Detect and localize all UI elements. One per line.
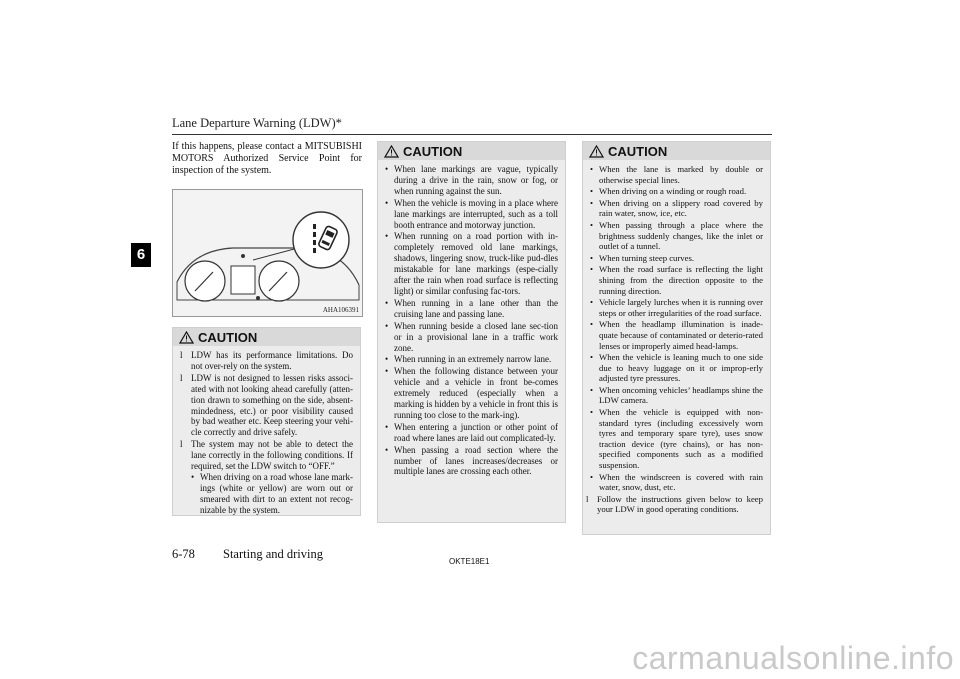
bullet-icon: • (590, 264, 594, 275)
list-item (590, 253, 763, 264)
section-name: Starting and driving (223, 547, 323, 561)
list-item (590, 472, 763, 493)
bullet-icon: l (180, 350, 183, 360)
caution-label: CAUTION (403, 143, 463, 159)
header-divider (172, 134, 772, 135)
watermark: carmanualsonline.info (632, 640, 954, 676)
bullet-icon: • (590, 252, 594, 263)
caution-body (173, 346, 360, 523)
list-item (590, 220, 763, 252)
list-item-text: When the windscreen is covered with rain water, snow, dust, etc. (599, 471, 763, 493)
list-item-text: When the following distance between your vehicle and a vehicle in front be-comes extremely reduced (especially when a marking is hidden by a vehicle in front this is running too close to the mark-ing). (394, 366, 558, 420)
list-item-text: When passing through a place where the brightness suddenly changes, like the inlet or outlet of a tunnel. (599, 219, 763, 252)
list-item-text: When turning steep curves. (599, 252, 695, 263)
sub-list-item (191, 472, 353, 516)
intro-paragraph: If this happens, please contact a MITSUBISHI MOTORS Authorized Service Point for inspection of the system. (172, 141, 362, 177)
caution-header (173, 328, 360, 346)
list-item-text: When running on a road portion with in-completely removed old lane markings, shadows, lingering snow, truck-like pud-dles mistakable for lane markings (espe-cially after the rain when road surface is reflecting light) or similar confusing fac-tors. (394, 231, 558, 296)
bullet-icon: • (590, 319, 594, 330)
bullet-icon: • (385, 297, 389, 308)
list-item-text: When entering a junction or other point of road where lanes are laid out complicated-ly. (394, 421, 558, 443)
bullet-icon: • (590, 164, 594, 174)
list-item (385, 422, 558, 444)
bullet-icon: • (385, 421, 389, 432)
bullet-icon: • (590, 297, 594, 308)
bullet-icon: • (385, 366, 389, 377)
list-item-text: LDW is not designed to lessen risks associ-ated with not looking ahead carefully (atten-tion drawn to something on the side, absent-mindedness, etc.) or poor visibility caused by bad weather etc. Keep steering your vehi-cle correctly and drive safely. (191, 372, 353, 438)
list-item-text: When the headlamp illumination is inade-quate because of contaminated or deterio-rated lenses or improperly aimed head-lamps. (599, 319, 763, 351)
caution-header (583, 142, 770, 160)
list-item (385, 231, 558, 296)
list-item (385, 321, 558, 354)
bullet-icon: • (385, 320, 389, 331)
list-item-text: When running beside a closed lane sec-tion or in a provisional lane in a traffic work zone. (394, 320, 558, 353)
warning-triangle-icon (179, 331, 194, 344)
list-item (385, 366, 558, 421)
list-item (590, 385, 763, 406)
list-item-text: When the road surface is reflecting the light shining from the direction opposite to the running direction. (599, 264, 763, 296)
bullet-icon: • (590, 352, 594, 363)
list-item-text: When running in an extremely narrow lane. (394, 354, 552, 365)
list-item-text: When running in a lane other than the cruising lane and passing lane. (394, 297, 558, 319)
list-item-text: When the lane is marked by double or otherwise special lines. (599, 164, 763, 185)
list-item-text: When driving on a slippery road covered by rain water, snow, ice, etc. (599, 197, 763, 219)
bullet-icon: • (385, 231, 389, 242)
caution-box-3 (582, 141, 771, 535)
list-item (180, 373, 353, 438)
document-code: OKTE18E1 (449, 557, 490, 566)
list-item-text: When the vehicle is leaning much to one side due to heavy luggage on it or improp-erly adjusted tyre pressures. (599, 352, 763, 384)
instrument-cluster-figure (172, 189, 363, 317)
list-item (590, 164, 763, 185)
caution-body (583, 160, 770, 522)
list-item-text: Follow the instructions given below to keep your LDW in good operating conditions. (597, 493, 763, 515)
bullet-icon: l (180, 372, 183, 383)
list-item-text: When the vehicle is equipped with non-standard tyres (including excessively worn tyres and temporary spare tyre), uses snow traction device (tyre chains), or has non-specified components such as a modified suspension. (599, 407, 763, 471)
list-item-text: When lane markings are vague, typically during a drive in the rain, snow or fog, or when running against the sun. (394, 164, 558, 196)
list-item (385, 354, 558, 365)
caution-box-2 (377, 141, 566, 523)
list-item-text: When the vehicle is moving in a place where lane markings are interrupted, such as a toll booth entrance and motorway junction. (394, 197, 558, 230)
bullet-icon: • (590, 219, 594, 230)
list-item (590, 407, 763, 471)
caution-box-1 (172, 327, 361, 516)
bullet-icon: • (590, 197, 594, 208)
list-item (385, 445, 558, 478)
list-item (385, 198, 558, 231)
warning-triangle-icon (589, 145, 604, 158)
sub-list-item-text: When driving on a road whose lane mark-ings (white or yellow) are worn out or smeared with dirt to an extent not recog-nizable by the system. (200, 471, 353, 515)
list-item (590, 297, 763, 318)
bullet-icon: • (385, 197, 389, 208)
chapter-tab[interactable]: 6 (131, 243, 151, 267)
caution-label: CAUTION (198, 329, 258, 345)
list-item (385, 164, 558, 197)
bullet-icon: • (590, 186, 594, 197)
caution-header (378, 142, 565, 160)
list-item (586, 494, 763, 515)
list-item-text: The system may not be able to detect the lane correctly in the following conditions. If required, set the LDW switch to “OFF.” (191, 439, 353, 472)
figure-code: AHA106391 (322, 306, 359, 314)
list-item (385, 298, 558, 320)
list-item (590, 198, 763, 219)
list-item (180, 439, 353, 515)
list-item (180, 350, 353, 372)
caution-body (378, 160, 565, 484)
list-item (590, 352, 763, 384)
bullet-icon: • (590, 471, 594, 482)
bullet-icon: • (385, 354, 389, 365)
list-item (590, 264, 763, 296)
bullet-icon: • (590, 407, 594, 418)
page-header-title: Lane Departure Warning (LDW)* (172, 116, 342, 130)
list-item-text: When oncoming vehicles’ headlamps shine the LDW camera. (599, 384, 763, 406)
bullet-icon: • (191, 471, 195, 482)
instrument-cluster-illustration (173, 190, 362, 316)
caution-label: CAUTION (608, 143, 668, 159)
bullet-icon: • (385, 444, 389, 455)
page-number: 6-78 (172, 547, 195, 561)
list-item-text: When passing a road section where the number of lanes increases/decreases or multiple lanes are crossing each other. (394, 444, 558, 477)
bullet-icon: l (586, 493, 589, 504)
warning-triangle-icon (384, 145, 399, 158)
bullet-icon: • (590, 384, 594, 395)
bullet-icon: • (385, 164, 389, 174)
list-item-text: Vehicle largely lurches when it is running over steps or other irregularities of the road surface. (599, 297, 763, 318)
list-item-text: LDW has its performance limitations. Do not over-rely on the system. (191, 350, 353, 371)
list-item (590, 319, 763, 351)
list-item-text: When driving on a winding or rough road. (599, 186, 747, 197)
bullet-icon: l (180, 439, 183, 450)
list-item (590, 186, 763, 197)
